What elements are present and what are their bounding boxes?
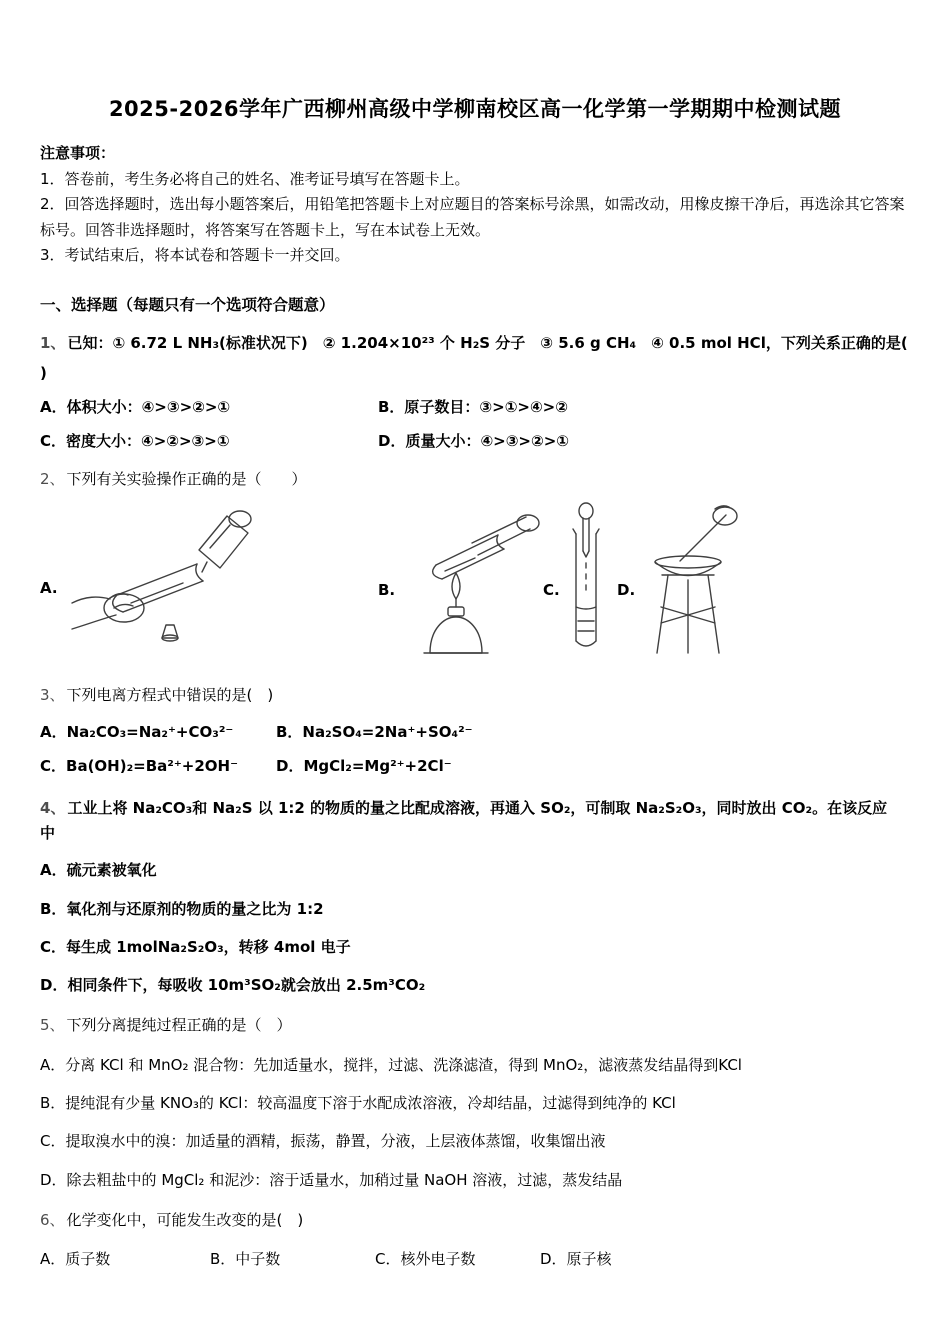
question-5-stem: 下列分离提纯过程正确的是（ ） [66, 1016, 292, 1035]
question-2-label-b: B. [378, 580, 396, 599]
question-1-options [40, 396, 910, 451]
question-2-stem: 下列有关实验操作正确的是（ ） [66, 470, 307, 489]
question-4-option-c: C．每生成 1molNa₂S₂O₃，转移 4mol 电子 [40, 937, 351, 956]
question-3-stem: 下列电离方程式中错误的是( ) [66, 685, 274, 704]
question-4-option-d: D．相同条件下，每吸收 10m³SO₂就会放出 2.5m³CO₂ [40, 976, 426, 995]
question-1 [40, 331, 910, 452]
question-6-number: 6、 [40, 1210, 65, 1229]
question-3-option-c: C．Ba(OH)₂=Ba²⁺+2OH⁻ [40, 757, 238, 776]
question-5-option-b: B．提纯混有少量 KNO₃的 KCl：较高温度下溶于水配成浓溶液，冷却结晶，过滤得到纯净的 KCl [40, 1094, 676, 1113]
question-4-stem-continued: 中 [40, 823, 56, 842]
question-1-stem-close: ) [40, 364, 47, 383]
question-6-option-d: D．原子核 [540, 1250, 612, 1269]
notice-item-3: 3．考试结束后，将本试卷和答题卡一并交回。 [40, 246, 350, 265]
question-4-option-b: B．氧化剂与还原剂的物质的量之比为 1:2 [40, 899, 324, 918]
question-4-stem: 工业上将 Na₂CO₃和 Na₂S 以 1:2 的物质的量之比配成溶液，再通入 SO₂，可制取 Na₂S₂O₃，同时放出 CO₂。在该反应 [67, 799, 888, 818]
question-1-number: 1、 [40, 333, 66, 352]
question-6-options [40, 1248, 910, 1269]
question-5-number: 5、 [40, 1016, 65, 1035]
question-6-option-a: A．质子数 [40, 1250, 111, 1269]
question-6-option-b: B．中子数 [210, 1250, 281, 1269]
question-3-number: 3、 [40, 685, 65, 704]
notice-item-2: 2．回答选择题时，选出每小题答案后，用铅笔把答题卡上对应题目的答案标号涂黑，如需改动，用橡皮擦干净后，再选涂其它答案标号。回答非选择题时，将答案写在答题卡上，写在本试卷上无效。 [40, 195, 905, 239]
question-1-option-a: A．体积大小：④>③>②>① [40, 398, 231, 417]
section-1-title: 一、选择题（每题只有一个选项符合题意） [40, 295, 335, 314]
question-2-number: 2、 [40, 470, 65, 489]
question-5-option-d: D．除去粗盐中的 MgCl₂ 和泥沙：溶于适量水，加稍过量 NaOH 溶液，过滤，蒸发结晶 [40, 1170, 623, 1189]
question-4-number: 4、 [40, 799, 66, 818]
evaporating-dish-figure [638, 503, 738, 661]
question-6-option-c: C．核外电子数 [375, 1250, 476, 1269]
question-2-figures [40, 501, 910, 667]
notice-item-1: 1．答卷前，考生务必将自己的姓名、准考证号填写在答题卡上。 [40, 169, 470, 188]
question-1-option-b: B．原子数目：③>①>④>② [378, 398, 568, 417]
dropper-tube-figure [564, 501, 608, 653]
question-3-option-d: D．MgCl₂=Mg²⁺+2Cl⁻ [276, 757, 452, 776]
question-5-option-a: A．分离 KCl 和 MnO₂ 混合物：先加适量水，搅拌，过滤、洗涤滤渣，得到 MnO₂，滤液蒸发结晶得到KCl [40, 1055, 742, 1074]
question-5-option-c: C．提取溴水中的溴：加适量的酒精，振荡，静置，分液，上层液体蒸馏，收集馏出液 [40, 1132, 606, 1151]
question-2 [40, 467, 910, 667]
notice-heading: 注意事项： [40, 144, 116, 163]
pouring-liquid-figure [70, 505, 255, 660]
question-4-option-a: A．硫元素被氧化 [40, 861, 157, 880]
question-1-option-c: C．密度大小：④>②>③>① [40, 432, 230, 451]
exam-title: 2025-2026学年广西柳州高级中学柳南校区高一化学第一学期期中检测试题 [108, 97, 842, 121]
question-1-option-d: D．质量大小：④>③>②>① [378, 432, 569, 451]
question-3-option-a: A．Na₂CO₃=Na₂⁺+CO₃²⁻ [40, 723, 234, 742]
question-5 [40, 1013, 910, 1192]
question-3 [40, 683, 910, 777]
question-6 [40, 1208, 910, 1270]
question-1-stem: 已知：① 6.72 L NH₃(标准状况下) ② 1.204×10²³ 个 H₂S 分子 ③ 5.6 g CH₄ ④ 0.5 mol HCl，下列关系正确的是( [67, 333, 908, 352]
alcohol-lamp-heating-figure [400, 503, 540, 661]
question-3-options [40, 721, 910, 776]
question-4 [40, 796, 910, 997]
question-6-stem: 化学变化中，可能发生改变的是( ) [66, 1210, 304, 1229]
question-2-label-d: D. [617, 580, 636, 599]
question-3-option-b: B．Na₂SO₄=2Na⁺+SO₄²⁻ [276, 723, 473, 742]
question-2-label-a: A. [40, 578, 58, 597]
question-2-label-c: C. [543, 580, 560, 599]
notice-section [40, 141, 910, 269]
